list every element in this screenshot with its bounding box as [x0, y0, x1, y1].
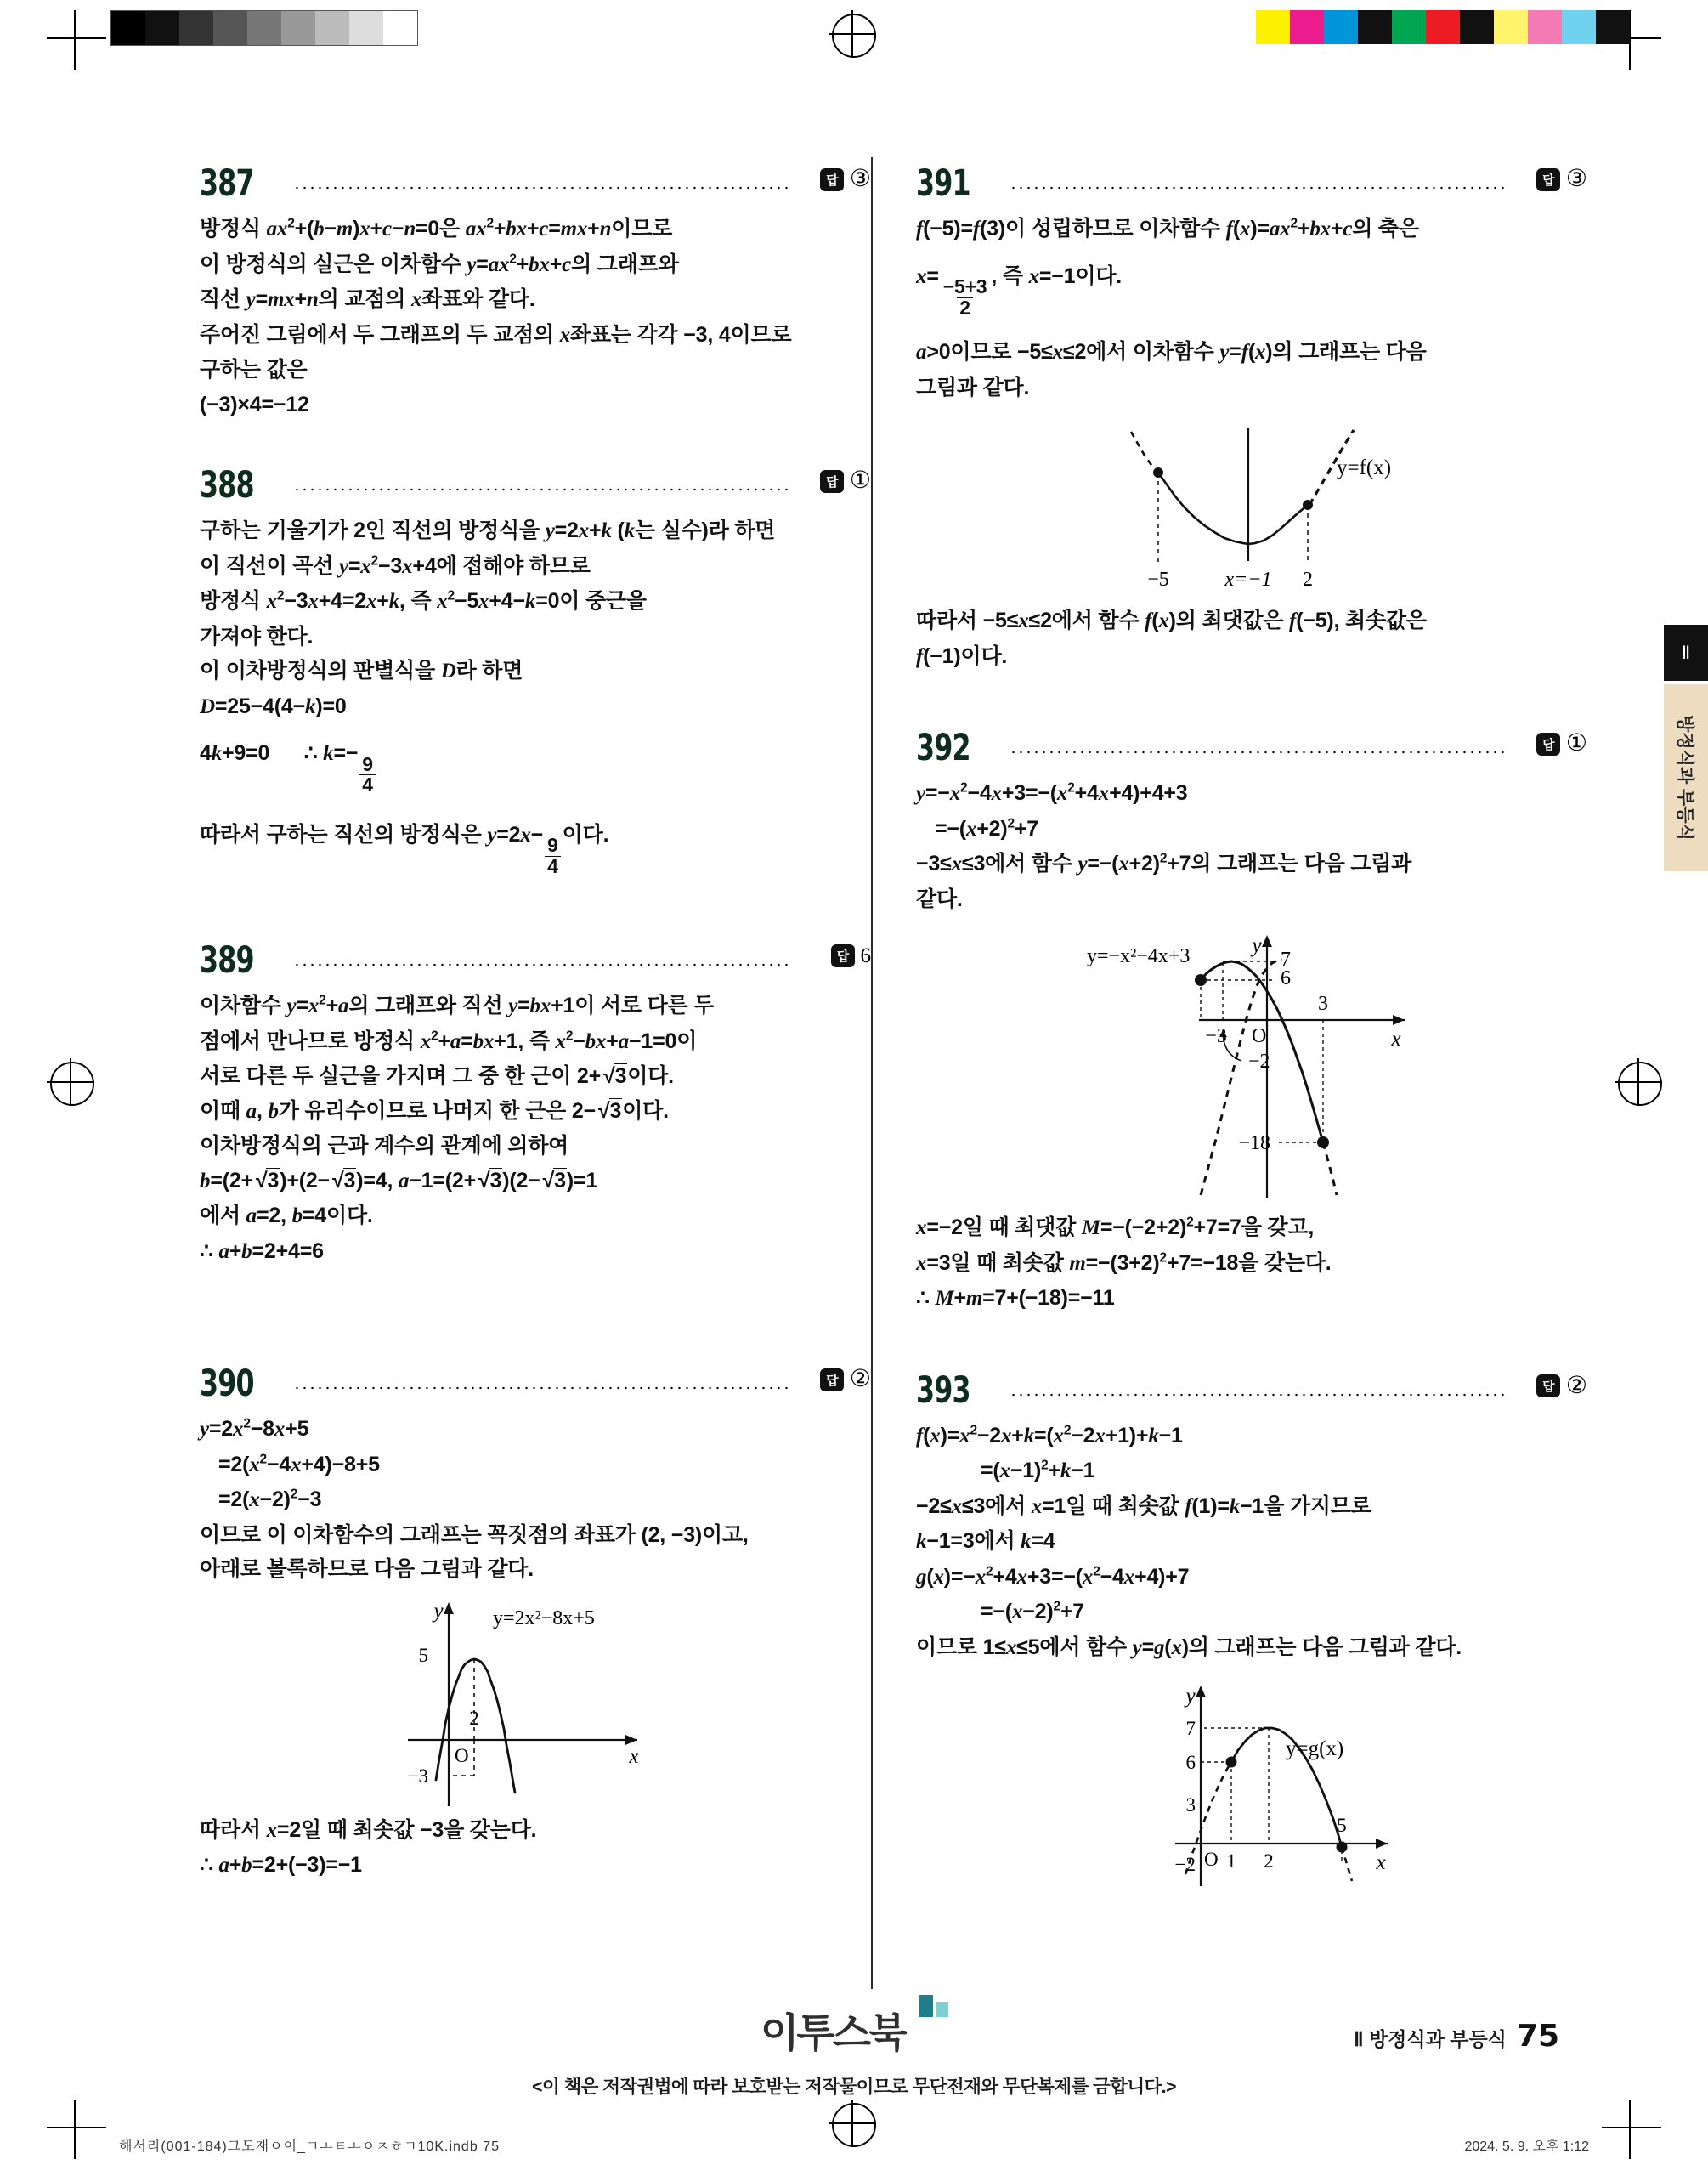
tick-label-minus5: −5	[1147, 569, 1169, 591]
axis-label-x: x	[1376, 1851, 1386, 1875]
problem-header	[916, 162, 1587, 212]
crop-mark-bottom-left	[47, 2100, 106, 2159]
tick-label-7: 7	[1281, 949, 1291, 972]
solution-body-tail: 따라서 −5≤x≤2에서 함수 f(x)의 최댓값은 f(−5), 최솟값은 f(−1)이다.	[916, 609, 1427, 668]
solution-body: $y=-x^2-4x+3=-(x^2+4x+4)+4+3$ $=-(x+2)^2+7$ −3≤x≤3에서 함수 $y=-(x+2)^2+7$의 그래프는 다음 그림과 같다.	[916, 780, 1412, 911]
tick-label-minus3: −3	[1205, 1025, 1227, 1048]
answer-value: ③	[1565, 166, 1587, 192]
leader-dots	[293, 963, 793, 966]
axis-label-y: y	[1252, 934, 1262, 958]
tick-label-2: 2	[1303, 569, 1313, 591]
problem-388	[200, 464, 871, 877]
problem-header	[200, 939, 871, 989]
print-footer-right: 2024. 5. 9. 오후 1:12	[1464, 2139, 1589, 2154]
print-footer-left: 해서리(001-184)그도재ㅇ이_ㄱㅗㅌㅗㅇㅈㅎㄱ10K.indb 75	[119, 2139, 500, 2154]
answer-box	[820, 469, 871, 493]
greyscale-calibration-bar	[110, 10, 418, 46]
answer-box	[1536, 167, 1587, 191]
problem-header	[200, 464, 871, 513]
solution-body: 구하는 기울기가 2인 직선의 방정식을 y=2x+k (k는 실수)라 하면 이 직선이 곡선 $y=x^2-3x+4$에 접해야 하므로 방정식 $x^2-3x+4=2x+k$, 즉 $x^2-5x+4-k=0$이 중근을 가져야 한다. 이 이차방정식의 판별식을 D라 하면 D=25−4(4−k)=0 4k+9=0 ∴ k=− $\frac{9}{4}$ 따라서 구하는 직선의 방정식은 y=2x− $\frac{9}{4}$ 이다.	[200, 518, 776, 877]
copyright-notice: <이 책은 저작권법에 따라 보호받는 저작물이므로 무단전재와 무단복제를 금합니다.>	[531, 2077, 1177, 2097]
solution-body: $y=2x^2-8x+5$ $=2(x^2-4x+4)-8+5$ $=2(x-2)^2-3$ 이므로 이 이차함수의 그래프는 꼭짓점의 좌표가 (2, −3)이고, 아래로 볼록하므로 다음 그림과 같다.	[200, 1416, 749, 1582]
color-calibration-bar	[1256, 10, 1630, 44]
answer-box	[1536, 732, 1587, 756]
leader-dots	[293, 1386, 793, 1390]
left-column	[200, 162, 871, 1889]
crop-mark-bottom-right	[1602, 2100, 1661, 2159]
solution-body-tail: x=−2일 때 최댓값 $M=-(-2+2)^2+7=7$을 갖고, x=3일 때 최솟값 $m=-(3+2)^2+7=-18$을 갖는다. ∴ M+m=7+(−18)=−11	[916, 1215, 1332, 1311]
answer-chip: 답	[820, 168, 844, 191]
answer-chip: 답	[1536, 733, 1560, 756]
origin-label-393: O	[1204, 1849, 1219, 1871]
tick-label-2: 2	[469, 1707, 479, 1729]
tick-label-6: 6	[1185, 1752, 1196, 1774]
problem-number: 389	[200, 939, 254, 983]
answer-value: ①	[1565, 730, 1587, 757]
curve-label-390: y=2x²−8x+5	[493, 1606, 595, 1629]
column-divider	[871, 157, 873, 1989]
problem-header	[200, 162, 871, 212]
axis-label-y: y	[433, 1599, 444, 1623]
footer-chapter: Ⅱ 방정식과 부등식	[1354, 2028, 1507, 2050]
answer-value: ③	[849, 166, 871, 192]
axis-label-x: x	[1391, 1028, 1401, 1051]
side-tab-label: 방정식과 부등식	[1675, 715, 1694, 841]
tick-label-3: 3	[1318, 993, 1328, 1016]
tick-label-minus2: −2	[1248, 1051, 1270, 1074]
problem-number: 391	[916, 162, 970, 205]
side-tab-roman: Ⅱ	[1681, 643, 1691, 663]
answer-box	[831, 944, 872, 967]
graph-393	[1082, 1677, 1422, 1890]
leader-dots	[293, 186, 793, 190]
solution-body: 방정식 $ax^2+(b-m)x+c-n=0$은 $ax^2+bx+c=mx+n$이므로 이 방정식의 실근은 이차함수 $y=ax^2+bx+c$의 그래프와 직선 y=mx+n의 교점의 x좌표와 같다. 주어진 그림에서 두 그래프의 두 교점의 x좌표는 각각 −3, 4이므로 구하는 값은 (−3)×4=−12	[200, 216, 792, 416]
answer-chip: 답	[1536, 1374, 1560, 1397]
leader-dots	[1010, 1393, 1509, 1397]
graph-391	[1082, 420, 1422, 590]
figure-391	[916, 420, 1587, 590]
publisher-logo	[761, 1993, 956, 2054]
solution-body: 이차함수 $y=x^2+a$의 그래프와 직선 y=bx+1이 서로 다른 두 점에서 만나므로 방정식 $x^2+a=bx+1$, 즉 $x^2-bx+a-1=0$이 서로 다른 두 실근을 가지며 그 중 한 근이 2+ √ 3이다. 이때 a, b가 유리수이므로 나머지 한 근은 2− √ 3이다. 이차방정식의 근과 계수의 관계에 의하여 b=(2+ √ 3)+(2− √ 3)=4, a−1=(2+ √ 3)(2− √ 3)=1 에서 a=2, b=4이다. ∴ a+b=2+4=6	[200, 989, 871, 1269]
answer-value: ②	[849, 1366, 871, 1393]
problem-391	[916, 162, 1587, 674]
curve-label-393: y=g(x)	[1286, 1737, 1344, 1761]
answer-value: ①	[849, 468, 871, 494]
answer-chip: 답	[820, 1368, 844, 1391]
registration-mark-right	[1615, 1058, 1662, 1106]
answer-box	[820, 1368, 871, 1391]
registration-mark-left	[47, 1058, 94, 1106]
problem-389	[200, 939, 871, 1269]
answer-chip: 답	[820, 470, 844, 493]
leader-dots	[1010, 186, 1509, 190]
problem-number: 388	[200, 464, 254, 507]
figure-390	[200, 1595, 871, 1808]
tick-label-6: 6	[1281, 967, 1291, 990]
page-number: 75	[1516, 2019, 1559, 2054]
axis-label-x: x	[629, 1744, 639, 1768]
tick-label-minus18: −18	[1238, 1132, 1270, 1155]
problem-number: 393	[916, 1368, 970, 1412]
problem-392	[916, 727, 1587, 1317]
problem-390	[200, 1363, 871, 1884]
figure-393	[916, 1677, 1587, 1890]
registration-mark-top	[829, 10, 876, 58]
page-footer	[1354, 2019, 1559, 2054]
right-column	[916, 162, 1587, 1895]
solution-body: $f(x)=x^2-2x+k=(x^2-2x+1)+k-1$ $=(x-1)^2+k-1$ −2≤x≤3에서 x=1일 때 최솟값 f(1)=k−1을 가지므로 k−1=3에서 k=4 $g(x)=-x^2+4x+3=-(x^2-4x+4)+7$ $=-(x-2)^2+7$ 이므로 1≤x≤5에서 함수 y=g(x)의 그래프는 다음 그림과 같다.	[916, 1423, 1462, 1659]
problem-387	[200, 162, 871, 422]
tick-label-5: 5	[418, 1644, 428, 1666]
answer-chip: 답	[831, 944, 855, 967]
tick-label-5: 5	[1337, 1815, 1347, 1837]
logo-square-teal	[919, 1995, 933, 2017]
solution-body: f(−5)=f(3)이 성립하므로 이차함수 $f(x)=ax^2+bx+c$의 축은 x= $\frac{-5+3}{2}$ , 즉 x=−1이다. a>0이므로 −5≤x≤2에서 이차함수 y=f(x)의 그래프는 다음 그림과 같다.	[916, 216, 1427, 400]
problem-header	[200, 1363, 871, 1412]
tick-label-minus3: −3	[407, 1765, 428, 1787]
solution-body-tail: 따라서 x=2일 때 최솟값 −3을 갖는다. ∴ a+b=2+(−3)=−1	[200, 1817, 537, 1878]
tick-label-7: 7	[1185, 1718, 1196, 1740]
leader-dots	[1010, 751, 1509, 754]
answer-value: ②	[1565, 1372, 1587, 1399]
axis-of-symmetry-label: x=−1	[1224, 569, 1272, 591]
axis-label-y: y	[1185, 1685, 1196, 1708]
logo-text: 이투스북	[761, 2010, 905, 2055]
answer-box	[820, 167, 871, 191]
problem-number: 390	[200, 1363, 254, 1406]
problem-393	[916, 1368, 1587, 1890]
origin-label: O	[1252, 1025, 1267, 1048]
tick-label-2: 2	[1264, 1850, 1274, 1873]
tick-label-1: 1	[1226, 1850, 1236, 1873]
leader-dots	[293, 488, 793, 491]
problem-number: 392	[916, 727, 970, 770]
origin-label: O	[455, 1744, 469, 1766]
problem-header	[916, 1368, 1587, 1419]
graph-390	[391, 1595, 680, 1808]
answer-box	[1536, 1374, 1587, 1398]
curve-label-392: y=−x²−4x+3	[1087, 945, 1191, 968]
logo-square-lightblue	[936, 2002, 948, 2017]
problem-header	[916, 727, 1587, 776]
curve-label-391: y=f(x)	[1337, 456, 1392, 480]
figure-392	[916, 921, 1587, 1202]
answer-chip: 답	[1536, 168, 1560, 191]
side-tab-chapter-number	[1664, 625, 1708, 681]
tick-label-minus2: −2	[1174, 1854, 1196, 1876]
problem-number: 387	[200, 162, 254, 205]
side-tab-chapter-title	[1664, 684, 1708, 871]
graph-392	[1073, 921, 1430, 1202]
crop-mark-top-left	[47, 10, 106, 70]
answer-value: 6	[860, 944, 871, 968]
registration-mark-bottom	[829, 2100, 876, 2147]
tick-label-3: 3	[1185, 1794, 1196, 1816]
